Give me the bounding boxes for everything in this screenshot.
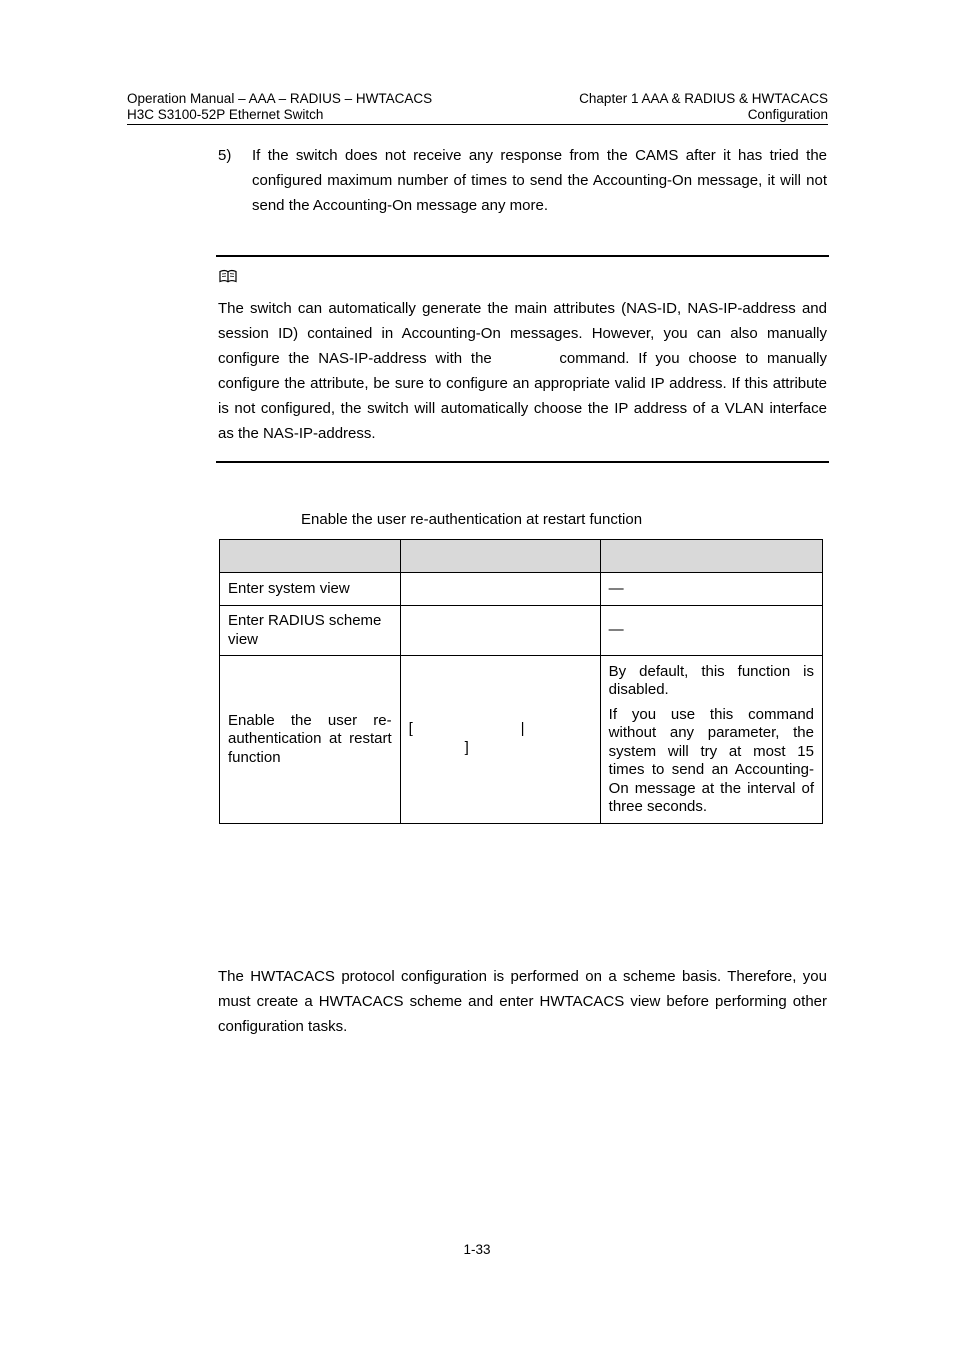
page-number: 1-33: [463, 1242, 491, 1257]
header-cell-operation: [220, 540, 401, 573]
command-cell: [400, 606, 600, 656]
body-paragraph: The HWTACACS protocol configuration is performed on a scheme basis. Therefore, you must create a HWTACACS scheme and enter HWTACACS view before performing other configuration tasks.: [218, 968, 827, 1035]
operation-cell: Enable the user re-authentication at restart function: [220, 656, 401, 824]
header-cell-remarks: [600, 540, 822, 573]
table-row: [220, 606, 823, 656]
header-right: [579, 91, 828, 123]
command-cell: [400, 573, 600, 606]
manual-title: Operation Manual – AAA – RADIUS – HWTACACS: [127, 91, 433, 106]
chapter-title: Chapter 1 AAA & RADIUS & HWTACACS: [579, 91, 828, 106]
note-text: [218, 296, 827, 446]
command-table: [219, 539, 823, 824]
remarks-cell: [600, 656, 822, 824]
step-number: 5): [218, 147, 232, 164]
remarks-cell: —: [600, 606, 822, 656]
operation-cell: Enter RADIUS scheme view: [220, 606, 401, 656]
note-bottom-rule: [216, 461, 829, 463]
operation-cell: Enter system view: [220, 573, 401, 606]
header-rule: [127, 124, 828, 125]
table-caption: Enable the user re-authentication at restart function: [301, 511, 643, 528]
section-title: Configuration: [747, 107, 828, 122]
command-syntax: [409, 720, 592, 760]
remarks-default: By default, this function is disabled.: [608, 662, 814, 698]
step-text: If the switch does not receive any response from the CAMS after it has tried the configured maximum number of times to send the Accounting-On message, it will not send the Accounting-On message any more.: [252, 147, 827, 214]
header-cell-command: [400, 540, 600, 573]
command-bracket-close: ]: [464, 738, 469, 756]
header-left: [127, 91, 432, 123]
command-separator: |: [520, 719, 525, 737]
command-cell: [400, 656, 600, 824]
note-text-after: command. If you choose to manually configure the attribute, be sure to configure an appropriate valid IP address. If this attribute is not configured, the switch will automatically choose the IP address of a VLAN interface as the NAS-IP-address.: [218, 350, 828, 442]
table-header-row: [220, 540, 823, 573]
remarks-detail: If you use this command without any parameter, the system will try at most 15 times to send an Accounting-On message at the interval of three seconds.: [608, 705, 814, 815]
table-row: [220, 573, 823, 606]
remarks-cell: —: [600, 573, 822, 606]
command-bracket-open: [: [408, 719, 413, 737]
table-row: [220, 656, 823, 824]
step-item: [218, 143, 827, 218]
book-icon: [219, 269, 237, 283]
product-name: H3C S3100-52P Ethernet Switch: [127, 107, 324, 122]
note-text-before: The switch can automatically generate the main attributes (NAS-ID, NAS-IP-address and session ID) contained in Accounting-On messages. However, you can also manually configure the NAS-IP-address with the: [218, 300, 827, 367]
note-top-rule: [216, 255, 829, 257]
